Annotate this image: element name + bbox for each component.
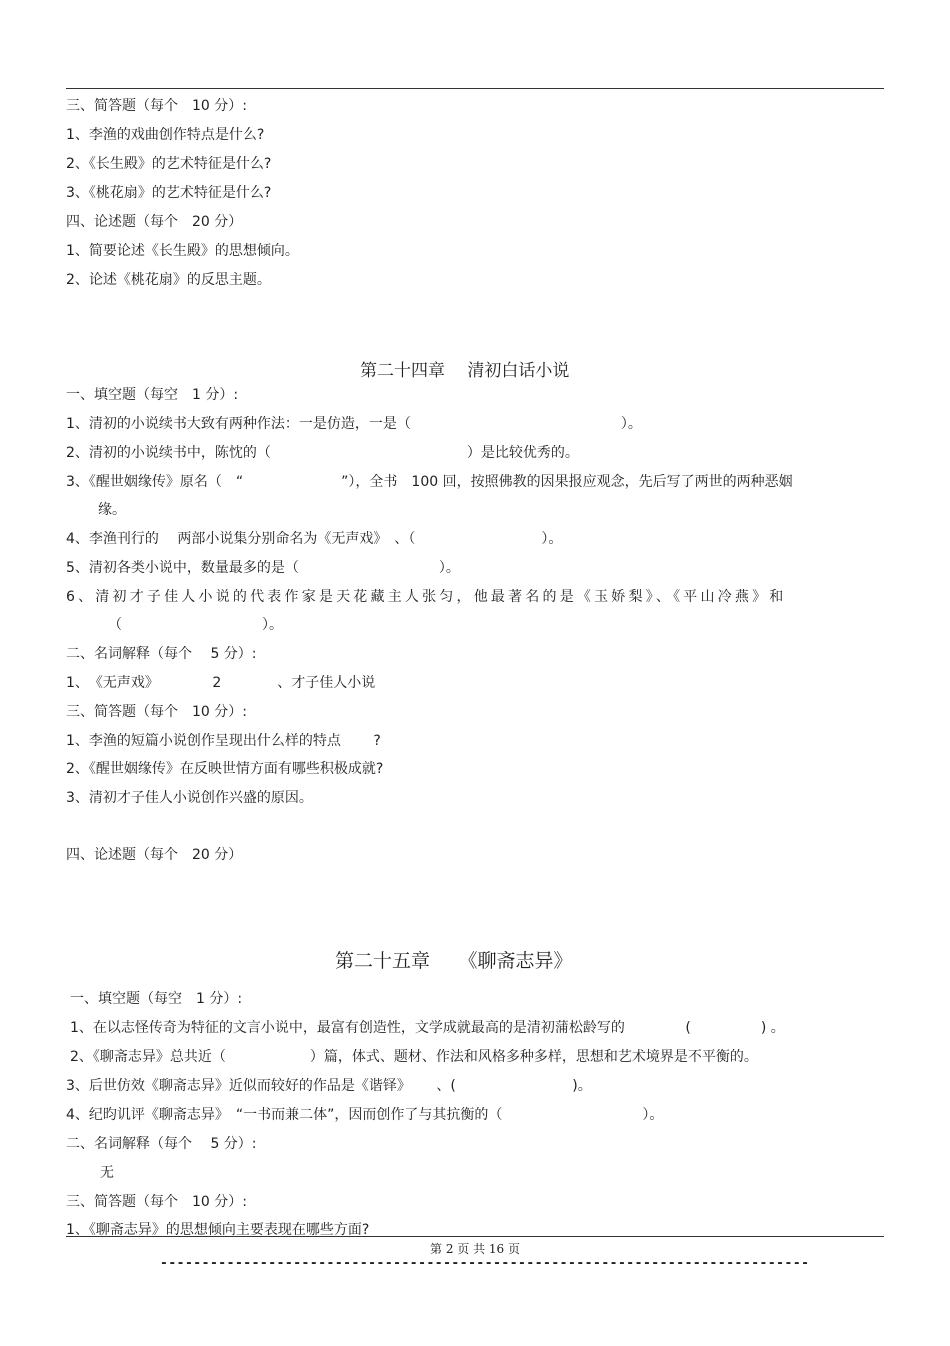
chapter-24-title: 第二十四章 清初白话小说 bbox=[360, 361, 570, 381]
question-item: 5、清初各类小说中，数量最多的是（ ）。 bbox=[66, 560, 460, 576]
question-item-continuation: 缘。 bbox=[98, 502, 126, 518]
question-item: 3、清初才子佳人小说创作兴盛的原因。 bbox=[66, 790, 313, 806]
question-item: 3、《醒世姻缘传》原名（ “ ”），全书 100 回，按照佛教的因果报应观念，先后写了两世的两种恶姻 bbox=[66, 474, 793, 490]
question-item: 1、李渔的短篇小说创作呈现出什么样的特点 ? bbox=[66, 733, 381, 749]
fill-in-heading: 一、填空题（每空 1 分）: bbox=[66, 387, 239, 403]
essay-heading: 四、论述题（每个 20 分） bbox=[66, 214, 243, 230]
question-item: 2、《醒世姻缘传》在反映世情方面有哪些积极成就? bbox=[66, 761, 384, 777]
question-item: 1、清初的小说续书大致有两种作法：一是仿造，一是（ ）。 bbox=[66, 416, 642, 432]
question-item-continuation: （ ）。 bbox=[108, 617, 283, 633]
question-item: 4、纪昀讥评《聊斋志异》 “一书而兼二体”，因而创作了与其抗衡的（ ）。 bbox=[66, 1107, 664, 1123]
page-indicator: 第 2 页 共 16 页 bbox=[430, 1242, 520, 1256]
term-heading: 二、名词解释（每个 5 分）: bbox=[66, 1136, 257, 1152]
question-item: 3、《桃花扇》的艺术特征是什么? bbox=[66, 185, 272, 201]
term-heading: 二、名词解释（每个 5 分）: bbox=[66, 646, 257, 662]
question-item: 1、在以志怪传奇为特征的文言小说中，最富有创造性，文学成就最高的是清初蒲松龄写的 ( ) 。 bbox=[70, 1020, 785, 1036]
question-item: 4、李渔刊行的 两部小说集分别命名为《无声戏》 、（ ）。 bbox=[66, 531, 563, 547]
dashed-separator: ------------------------------------------------------------------------------ bbox=[160, 1256, 810, 1271]
bottom-rule bbox=[66, 1236, 884, 1237]
question-item: 3、后世仿效《聊斋志异》近似而较好的作品是《谐铎》 、( )。 bbox=[66, 1078, 592, 1094]
short-answer-heading: 三、简答题（每个 10 分）: bbox=[66, 704, 247, 720]
question-item: 1、简要论述《长生殿》的思想倾向。 bbox=[66, 243, 299, 259]
question-item: 1、李渔的戏曲创作特点是什么? bbox=[66, 127, 265, 143]
short-answer-heading: 三、简答题（每个 10 分）: bbox=[66, 98, 247, 114]
question-item: 1、 《无声戏》 2 、才子佳人小说 bbox=[66, 675, 376, 691]
short-answer-heading: 三、简答题（每个 10 分）: bbox=[66, 1194, 247, 1210]
essay-heading: 四、论述题（每个 20 分） bbox=[66, 847, 243, 863]
fill-in-heading: 一、填空题（每空 1 分）: bbox=[70, 991, 243, 1007]
question-item: 2、论述《桃花扇》的反思主题。 bbox=[66, 272, 271, 288]
question-item: 6、清初才子佳人小说的代表作家是天花藏主人张匀，他最著名的是《玉娇梨》、《平山冷燕》和 bbox=[66, 589, 787, 605]
term-answer: 无 bbox=[100, 1165, 114, 1181]
question-item: 2、《长生殿》的艺术特征是什么? bbox=[66, 156, 272, 172]
question-item: 2、《聊斋志异》总共近（ ）篇，体式、题材、作法和风格多种多样，思想和艺术境界是不平衡的。 bbox=[70, 1049, 758, 1065]
top-rule bbox=[66, 88, 884, 89]
question-item: 1、《聊斋志异》的思想倾向主要表现在哪些方面? bbox=[66, 1222, 370, 1238]
chapter-25-title: 第二十五章 《聊斋志异》 bbox=[335, 950, 573, 972]
question-item: 2、清初的小说续书中，陈忱的（ ）是比较优秀的。 bbox=[66, 445, 579, 461]
